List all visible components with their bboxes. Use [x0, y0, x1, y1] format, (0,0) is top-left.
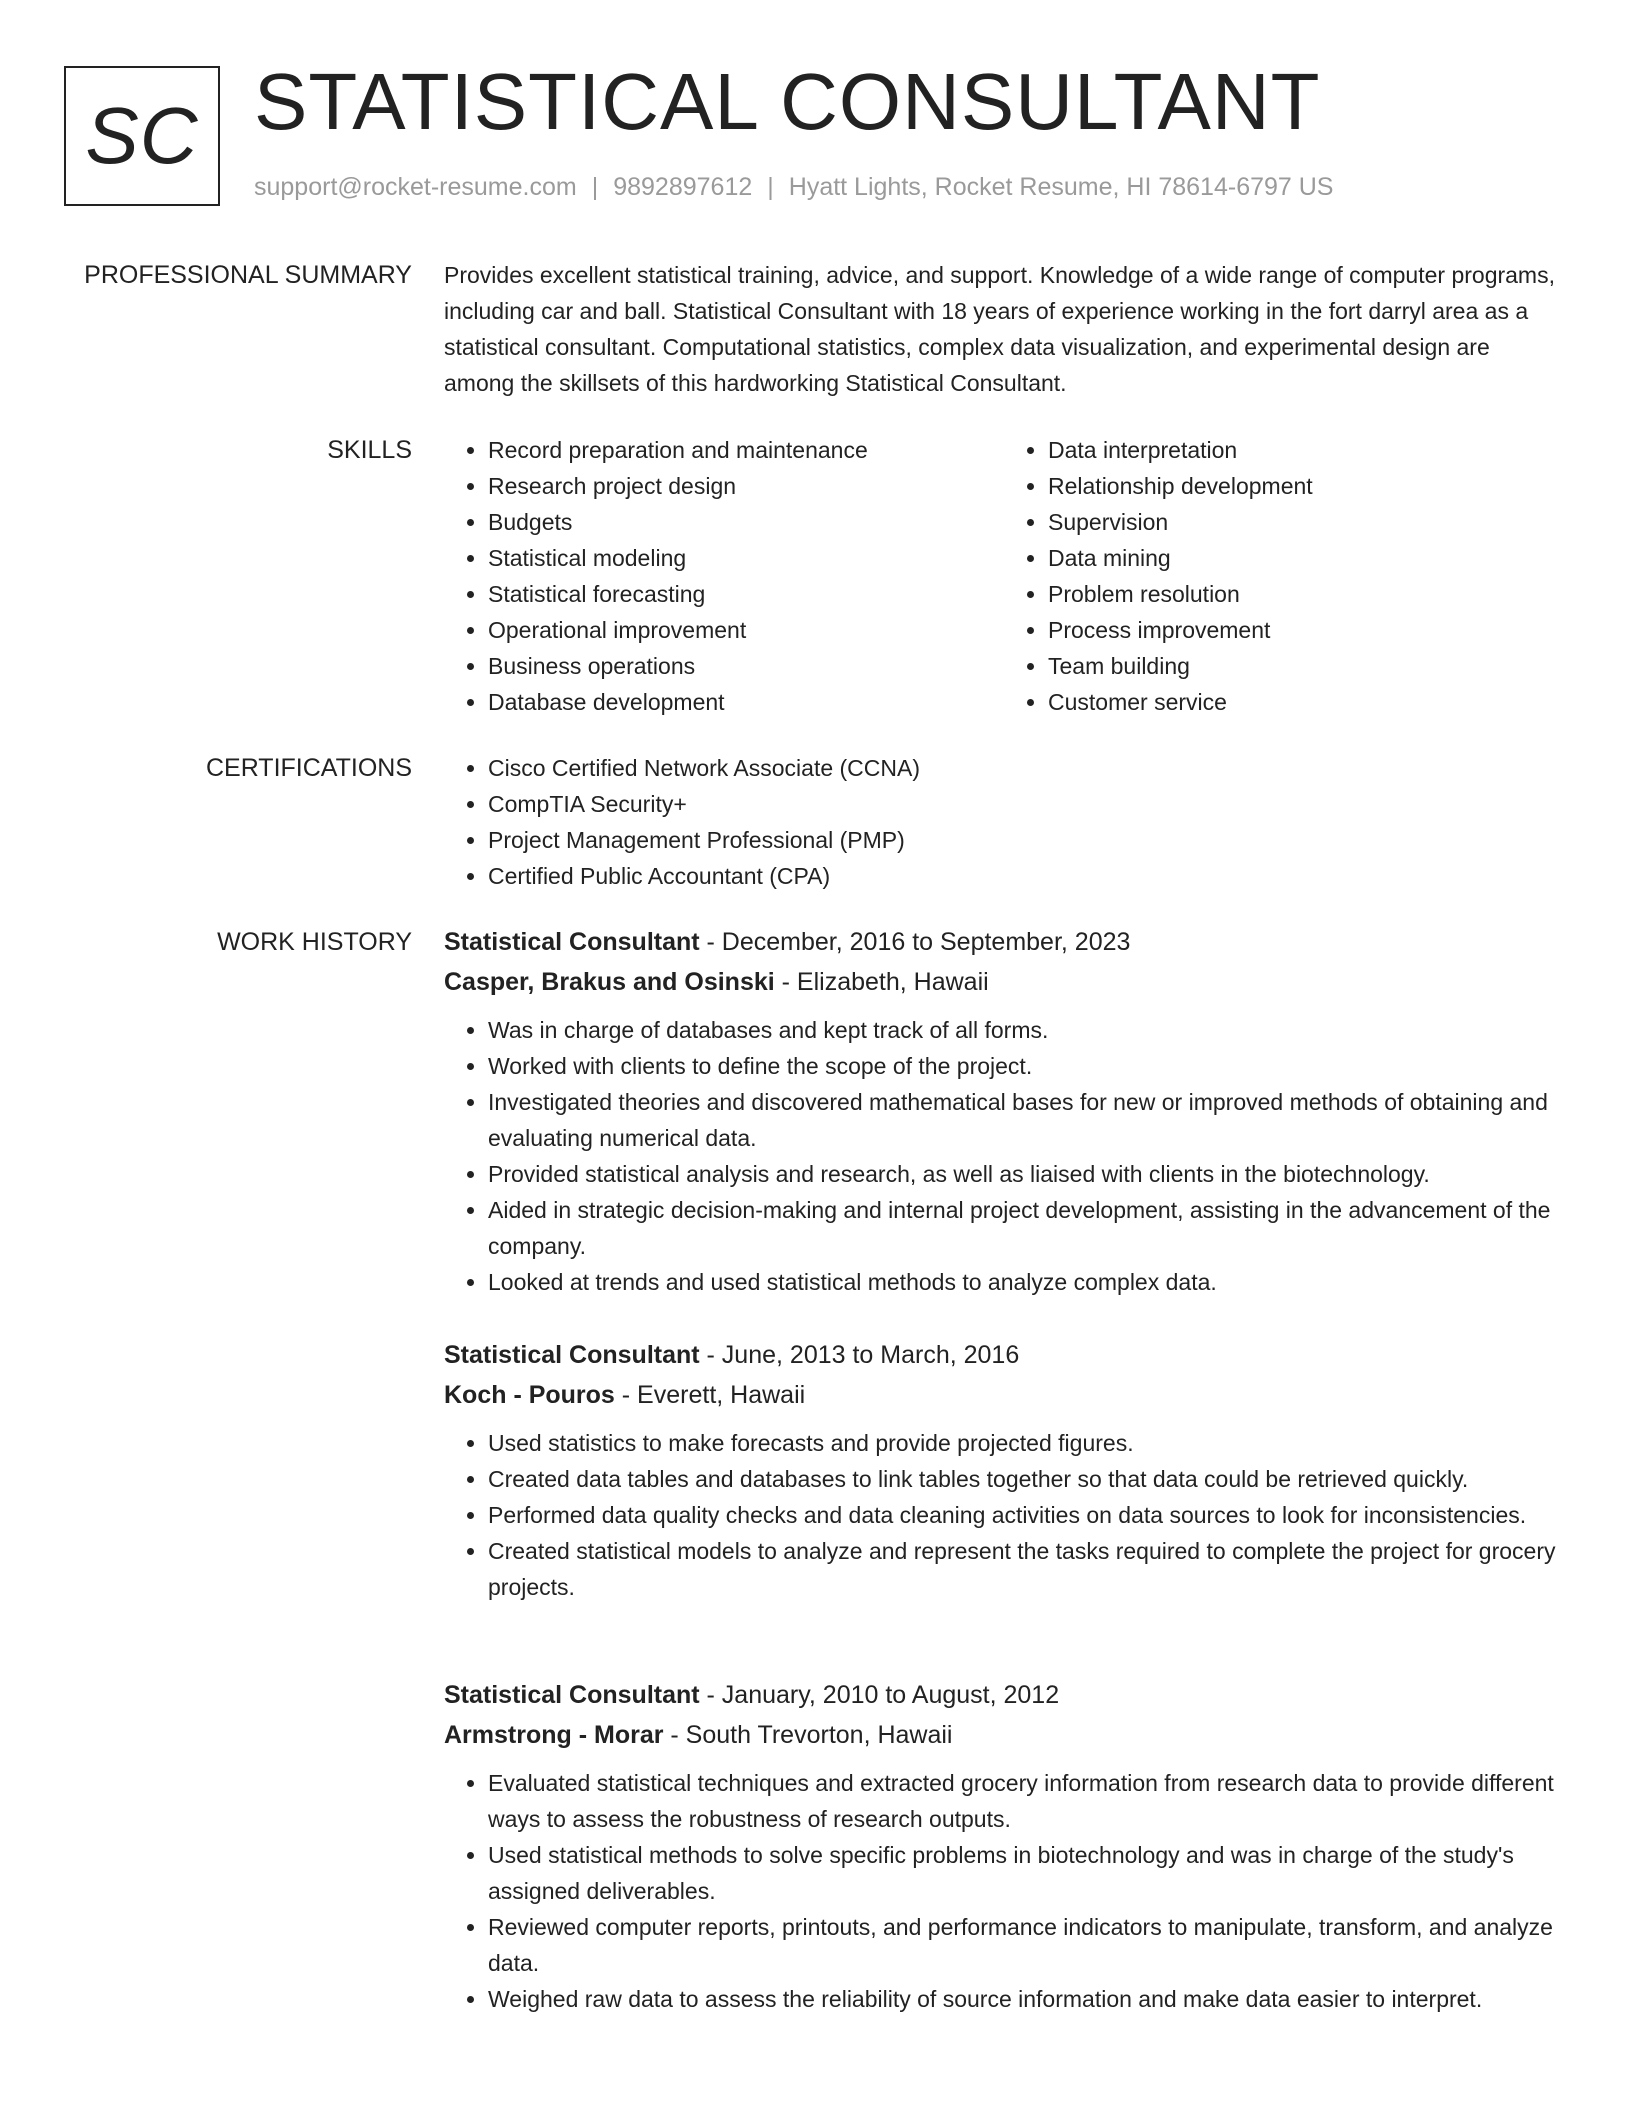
skill-item: • Business operations [488, 648, 1004, 684]
monogram [64, 66, 220, 206]
job-bullet: • Used statistics to make forecasts and provide projected figures. [488, 1425, 1564, 1461]
job-bullet: • Provided statistical analysis and research, as well as liaised with clients in the biotechnology. [488, 1156, 1564, 1192]
job-bullet: • Performed data quality checks and data cleaning activities on data sources to look for inconsistencies. [488, 1497, 1564, 1533]
job-bullet: • Was in charge of databases and kept track of all forms. [488, 1012, 1564, 1048]
job-title: Statistical Consultant [444, 1341, 700, 1369]
contact-email[interactable]: support@rocket-resume.com [254, 173, 577, 201]
contact-line [254, 173, 1333, 202]
section-label-certifications: CERTIFICATIONS [205, 754, 412, 782]
skill-item: • Customer service [1048, 684, 1564, 720]
job-bullet: • Evaluated statistical techniques and extracted grocery information from research data to provide different ways to assess the robustness of research outputs. [488, 1765, 1564, 1837]
job-title-line [444, 1335, 1564, 1375]
job-company-line [444, 1375, 1564, 1415]
job-entry [444, 1335, 1564, 1605]
contact-phone[interactable]: 9892897612 [613, 173, 753, 201]
certification-item: • Certified Public Accountant (CPA) [488, 858, 1564, 894]
certifications-content [444, 750, 1564, 894]
page-title: STATISTICAL CONSULTANT [254, 57, 1321, 146]
skill-item: • Research project design [488, 468, 1004, 504]
section-label-skills: SKILLS [327, 436, 412, 464]
skill-item: • Statistical modeling [488, 540, 1004, 576]
certifications-list [444, 750, 1564, 894]
job-title-line [444, 922, 1564, 962]
contact-separator: | [591, 173, 599, 201]
skill-item: • Statistical forecasting [488, 576, 1004, 612]
contact-address: Hyatt Lights, Rocket Resume, HI 78614-6797 US [788, 173, 1334, 201]
job-company: Koch - Pouros [444, 1381, 615, 1409]
job-title-line [444, 1675, 1564, 1715]
certification-item: • Cisco Certified Network Associate (CCNA) [488, 750, 1564, 786]
job-location: - Everett, Hawaii [614, 1381, 806, 1409]
section-label-work-history: WORK HISTORY [217, 928, 412, 956]
job-bullets [444, 1765, 1564, 2017]
job-dates: - June, 2013 to March, 2016 [699, 1341, 1020, 1369]
contact-separator: | [767, 173, 774, 201]
job-title: Statistical Consultant [444, 928, 700, 956]
job-location: - Elizabeth, Hawaii [774, 968, 989, 996]
job-company: Casper, Brakus and Osinski [444, 968, 775, 996]
skills-list-left [444, 432, 1004, 720]
skill-item: • Data mining [1048, 540, 1564, 576]
skill-item: • Operational improvement [488, 612, 1004, 648]
skill-item: • Data interpretation [1048, 432, 1564, 468]
job-company: Armstrong - Morar [444, 1721, 664, 1749]
job-dates: - January, 2010 to August, 2012 [699, 1681, 1060, 1709]
skill-item: • Supervision [1048, 504, 1564, 540]
certification-item: • CompTIA Security+ [488, 786, 1564, 822]
job-location: - South Trevorton, Hawaii [663, 1721, 953, 1749]
job-bullet: • Created statistical models to analyze and represent the tasks required to complete the project for grocery projects. [488, 1533, 1564, 1605]
job-bullet: • Used statistical methods to solve specific problems in biotechnology and was in charge of the study's assigned deliverables. [488, 1837, 1564, 1909]
skills-list-right [1004, 432, 1564, 720]
skill-item: • Budgets [488, 504, 1004, 540]
job-bullet: • Reviewed computer reports, printouts, and performance indicators to manipulate, transform, and analyze data. [488, 1909, 1564, 1981]
job-bullet: • Aided in strategic decision-making and internal project development, assisting in the advancement of the company. [488, 1192, 1564, 1264]
job-bullet: • Looked at trends and used statistical methods to analyze complex data. [488, 1264, 1564, 1300]
skill-item: • Relationship development [1048, 468, 1564, 504]
job-bullets [444, 1425, 1564, 1605]
summary-text: Provides excellent statistical training, advice, and support. Knowledge of a wide range of computer programs, including car and ball. Statistical Consultant with 18 years of experience working in the fort darryl area as a statistical consultant. Computational statistics, complex data visualization, and experimental design are among the skillsets of this hardworking Statistical Consultant. [444, 262, 1555, 396]
skills-columns [444, 432, 1564, 720]
job-bullet: • Weighed raw data to assess the reliability of source information and make data easier to interpret. [488, 1981, 1564, 2017]
job-dates: - December, 2016 to September, 2023 [699, 928, 1131, 956]
job-bullet: • Created data tables and databases to link tables together so that data could be retrieved quickly. [488, 1461, 1564, 1497]
initials: SC [85, 91, 199, 180]
certification-item: • Project Management Professional (PMP) [488, 822, 1564, 858]
skill-item: • Database development [488, 684, 1004, 720]
skill-item: • Process improvement [1048, 612, 1564, 648]
job-bullets [444, 1012, 1564, 1300]
skill-item: • Problem resolution [1048, 576, 1564, 612]
job-bullet: • Worked with clients to define the scope of the project. [488, 1048, 1564, 1084]
job-title: Statistical Consultant [444, 1681, 700, 1709]
skill-item: • Team building [1048, 648, 1564, 684]
section-label-summary: PROFESSIONAL SUMMARY [84, 261, 412, 289]
job-bullet: • Investigated theories and discovered mathematical bases for new or improved methods of obtaining and evaluating numerical data. [488, 1084, 1564, 1156]
job-company-line [444, 1715, 1564, 1755]
job-entry [444, 922, 1564, 1300]
job-entry [444, 1675, 1564, 2017]
skill-item: • Record preparation and maintenance [488, 432, 1004, 468]
job-company-line [444, 962, 1564, 1002]
